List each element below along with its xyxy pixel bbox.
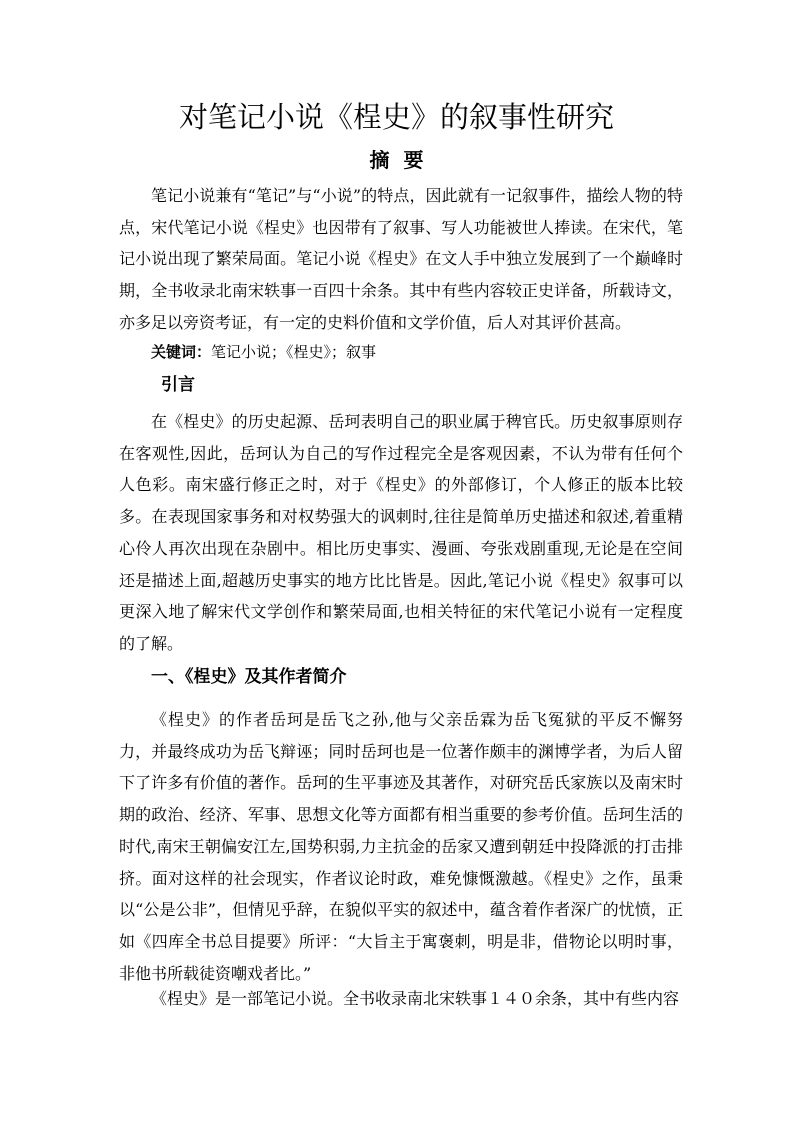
keywords-label: 关键词： [151,343,212,361]
section-1-paragraph-2: 《桯史》是一部笔记小说。全书收录南北宋轶事１４０余条，其中有些内容 [151,989,680,1008]
abstract-paragraph: 笔记小说兼有“笔记”与“小说”的特点，因此就有一记叙事件，描绘人物的特点，宋代笔记小说《桯史》也因带有了叙事、写人功能被世人捧读。在宋代，笔记小说出现了繁荣局面。笔记小说《桯史》在文人手中独立发展到了一个巅峰时期，全书收录北南宋轶事一百四十余条。其中有些内容较正史详备，所载诗文，亦多足以旁资考证，有一定的史料价值和文学价值，后人对其评价甚高。 [119,186,683,332]
section-1-heading: 一、《桯史》及其作者简介 [151,667,347,687]
document-title: 对笔记小说《桯史》的叙事性研究 [178,100,614,134]
keywords-line [151,337,376,368]
section-1-paragraph-1: 《桯史》的作者岳珂是岳飞之孙,他与父亲岳霖为岳飞冤狱的平反不懈努力，并最终成功为岳飞辩诬；同时岳珂也是一位著作颇丰的渊博学者，为后人留下了许多有价值的著作。岳珂的生平事迹及其著作，对研究岳氏家族以及南宋时期的政治、经济、军事、思想文化等方面都有相当重要的参考价值。岳珂生活的时代,南宋王朝偏安江左,国势积弱,力主抗金的岳家又遭到朝廷中投降派的打击排挤。面对这样的社会现实，作者议论时政，难免慷慨激越。《桯史》之作，虽秉以“公是公非”，但情见乎辞，在貌似平实的叙述中，蕴含着作者深广的忧愤，正如《四库全书总目提要》所评：“大旨主于寓褒刺，明是非，借物论以明时事，非他书所载徒资嘲戏者比。” [119,710,683,983]
intro-paragraph: 在《桯史》的历史起源、岳珂表明自己的职业属于稗官氏。历史叙事原则存在客观性,因此，岳珂认为自己的写作过程完全是客观因素，不认为带有任何个人色彩。南宋盛行修正之时，对于《桯史》的外部修订，个人修正的版本比较多。在表现国家事务和对权势强大的讽刺时,往往是简单历史描述和叙述,着重精心伶人再次出现在杂剧中。相比历史事实、漫画、夸张戏剧重现,无论是在空间还是描述上面,超越历史事实的地方比比皆是。因此,笔记小说《桯史》叙事可以更深入地了解宋代文学创作和繁荣局面,也相关特征的宋代笔记小说有一定程度的了解。 [119,412,683,653]
keywords-value: 笔记小说；《桯史》；叙事 [211,343,377,361]
abstract-heading: 摘要 [369,148,438,172]
intro-heading: 引言 [161,375,195,395]
